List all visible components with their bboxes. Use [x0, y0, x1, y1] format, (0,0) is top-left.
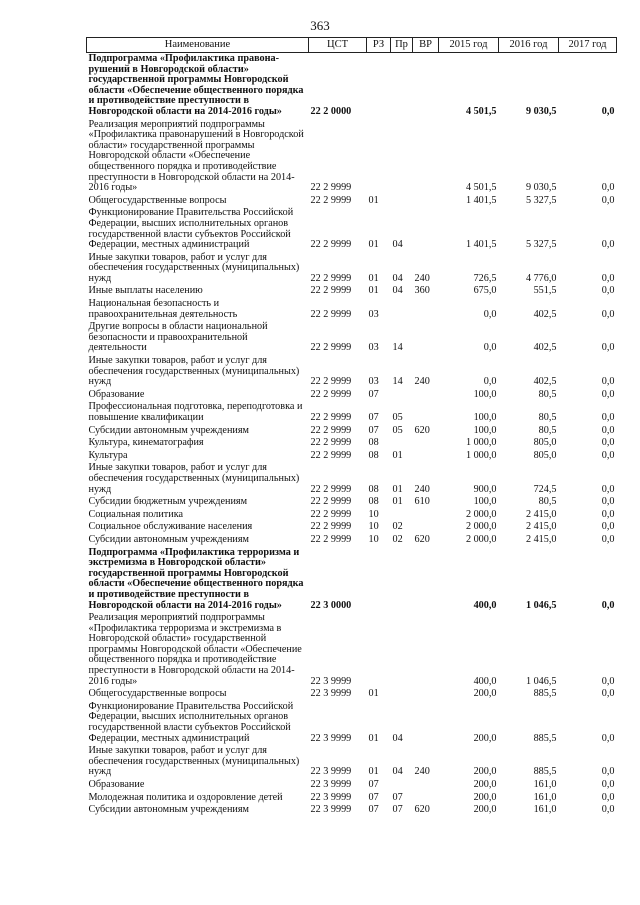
row-vr — [413, 688, 439, 701]
row-value-2017: 0,0 — [601, 521, 615, 533]
row-rz: 08 — [368, 496, 379, 508]
row-rz: 07 — [368, 388, 379, 400]
row-name: Другие вопросы в области национальной безопасности и правоохранительной деятельности — [88, 321, 268, 354]
table-row — [87, 298, 617, 321]
row-name: Подпрограмма «Профилактика правона-рушений в Новгородской области» государственной программы Новгородской области «Обеспечение общественного порядка и противодействие преступности в Новгородской области на 2014-2016 годы» — [88, 53, 304, 117]
row-pr: 02 — [392, 533, 403, 545]
row-name: Национальная безопасность и правоохранительная деятельность — [88, 298, 238, 320]
table-row — [87, 425, 617, 438]
row-name: Культура, кинематография — [88, 437, 204, 449]
row-vr: 240 — [414, 766, 430, 778]
table-row — [87, 688, 617, 701]
row-value-2015: 1 000,0 — [465, 437, 497, 449]
row-value-2016: 4 776,0 — [525, 272, 557, 284]
row-value-2015: 2 000,0 — [465, 521, 497, 533]
row-value-2017: 0,0 — [601, 239, 615, 251]
row-value-2017: 0,0 — [601, 182, 615, 194]
row-pr — [391, 688, 413, 701]
row-vr — [413, 779, 439, 792]
row-vr — [413, 298, 439, 321]
row-value-2015: 200,0 — [473, 791, 497, 803]
table-row — [87, 207, 617, 251]
table-body — [87, 53, 617, 817]
row-value-2015: 4 501,5 — [465, 182, 497, 194]
row-vr — [413, 792, 439, 805]
row-value-2017: 0,0 — [601, 483, 615, 495]
row-name: Культура — [88, 449, 128, 461]
row-pr: 01 — [392, 483, 403, 495]
row-cst: 22 2 9999 — [310, 285, 352, 297]
row-rz: 10 — [368, 521, 379, 533]
row-pr — [391, 298, 413, 321]
row-value-2017: 0,0 — [601, 285, 615, 297]
row-value-2017: 0,0 — [601, 449, 615, 461]
table-row — [87, 509, 617, 522]
table-row — [87, 285, 617, 298]
table-row — [87, 612, 617, 688]
row-name: Молодежная политика и оздоровление детей — [88, 791, 283, 803]
row-value-2017: 0,0 — [601, 732, 615, 744]
row-pr: 01 — [392, 496, 403, 508]
row-value-2016: 2 415,0 — [525, 508, 557, 520]
row-rz: 01 — [368, 194, 379, 206]
header-pr: Пр — [391, 38, 413, 53]
row-pr — [391, 779, 413, 792]
row-pr: 05 — [392, 424, 403, 436]
table-row — [87, 745, 617, 779]
row-value-2015: 0,0 — [483, 376, 497, 388]
row-value-2016: 2 415,0 — [525, 533, 557, 545]
row-name: Субсидии автономным учреждениям — [88, 804, 249, 816]
table-row — [87, 496, 617, 509]
row-rz: 01 — [368, 285, 379, 297]
row-rz: 03 — [368, 376, 379, 388]
row-value-2017: 0,0 — [601, 688, 615, 700]
row-vr — [413, 53, 439, 119]
row-name: Профессиональная подготовка, переподготовка и повышение квалификации — [88, 401, 303, 423]
row-value-2016: 805,0 — [533, 437, 557, 449]
row-vr: 240 — [414, 483, 430, 495]
row-name: Общегосударственные вопросы — [88, 194, 227, 206]
row-name: Субсидии автономным учреждениям — [88, 424, 249, 436]
row-pr — [391, 195, 413, 208]
row-value-2015: 4 501,5 — [465, 105, 497, 117]
row-name: Иные выплаты населению — [88, 285, 203, 297]
row-rz: 01 — [368, 732, 379, 744]
row-vr — [413, 612, 439, 688]
row-value-2017: 0,0 — [601, 194, 615, 206]
row-value-2015: 1 401,5 — [465, 239, 497, 251]
row-value-2016: 885,5 — [533, 732, 557, 744]
row-vr: 610 — [414, 496, 430, 508]
header-rz: РЗ — [367, 38, 391, 53]
row-pr: 07 — [392, 791, 403, 803]
header-name: Наименование — [87, 38, 309, 53]
row-pr: 14 — [392, 376, 403, 388]
table-row — [87, 547, 617, 613]
row-rz: 01 — [368, 272, 379, 284]
row-value-2015: 200,0 — [473, 766, 497, 778]
row-rz — [367, 119, 391, 195]
row-pr — [391, 437, 413, 450]
row-value-2016: 551,5 — [533, 285, 557, 297]
row-name: Функционирование Правительства Российской Федерации, высших исполнительных органов государственной власти субъектов Российской Федерации, местных администраций — [88, 207, 294, 251]
row-rz: 07 — [368, 412, 379, 423]
row-cst: 22 2 9999 — [310, 533, 352, 545]
row-name: Иные закупки товаров, работ и услуг для обеспечения государственных (муниципальных) нужд — [88, 462, 300, 495]
row-rz: 03 — [368, 308, 379, 320]
row-cst: 22 3 9999 — [310, 675, 352, 687]
row-cst: 22 2 9999 — [310, 194, 352, 206]
row-name: Иные закупки товаров, работ и услуг для обеспечения государственных (муниципальных) нужд — [88, 745, 300, 778]
row-name: Иные закупки товаров, работ и услуг для обеспечения государственных (муниципальных) нужд — [88, 251, 300, 284]
row-cst: 22 3 9999 — [310, 791, 352, 803]
row-value-2015: 0,0 — [483, 308, 497, 320]
row-value-2016: 80,5 — [538, 496, 557, 508]
page-number: 363 — [310, 18, 330, 33]
row-cst: 22 2 9999 — [310, 412, 352, 423]
row-cst: 22 3 9999 — [310, 688, 352, 700]
row-value-2016: 5 327,5 — [525, 194, 557, 206]
row-value-2015: 2 000,0 — [465, 508, 497, 520]
row-name: Образование — [88, 779, 145, 790]
row-value-2016: 161,0 — [533, 779, 557, 790]
row-value-2015: 675,0 — [473, 285, 497, 297]
row-vr — [413, 450, 439, 463]
row-pr — [391, 53, 413, 119]
row-vr — [413, 547, 439, 613]
row-vr — [413, 119, 439, 195]
row-rz: 08 — [368, 437, 379, 449]
row-value-2016: 80,5 — [538, 412, 557, 423]
row-pr — [391, 119, 413, 195]
row-value-2015: 1 401,5 — [465, 194, 497, 206]
row-vr: 620 — [414, 424, 430, 436]
row-name: Иные закупки товаров, работ и услуг для обеспечения государственных (муниципальных) нужд — [88, 355, 300, 388]
row-cst: 22 3 9999 — [310, 732, 352, 744]
table-row — [87, 450, 617, 463]
row-pr — [391, 389, 413, 402]
row-value-2016: 9 030,5 — [525, 105, 557, 117]
row-value-2015: 100,0 — [473, 388, 497, 400]
row-name: Функционирование Правительства Российской Федерации, высших исполнительных органов государственной власти субъектов Российской Федерации, местных администраций — [88, 700, 294, 744]
table-row — [87, 252, 617, 286]
row-cst: 22 2 9999 — [310, 508, 352, 520]
row-cst: 22 2 0000 — [310, 105, 352, 117]
row-cst: 22 2 9999 — [310, 388, 352, 400]
row-rz: 07 — [368, 424, 379, 436]
row-name: Социальная политика — [88, 508, 184, 520]
row-vr — [413, 401, 439, 424]
row-cst: 22 2 9999 — [310, 449, 352, 461]
row-value-2015: 200,0 — [473, 688, 497, 700]
row-value-2017: 0,0 — [601, 599, 615, 611]
row-name: Общегосударственные вопросы — [88, 688, 227, 700]
row-vr — [413, 521, 439, 534]
row-cst: 22 3 9999 — [310, 804, 352, 816]
row-value-2017: 0,0 — [601, 766, 615, 778]
row-rz: 10 — [368, 533, 379, 545]
row-value-2015: 100,0 — [473, 412, 497, 423]
row-vr: 240 — [414, 376, 430, 388]
row-value-2016: 402,5 — [533, 342, 557, 354]
row-value-2016: 9 030,5 — [525, 182, 557, 194]
table-row — [87, 321, 617, 355]
row-cst: 22 2 9999 — [310, 496, 352, 508]
row-vr: 240 — [414, 272, 430, 284]
row-value-2016: 1 046,5 — [525, 599, 557, 611]
table-row — [87, 401, 617, 424]
row-rz: 01 — [368, 239, 379, 251]
row-cst: 22 2 9999 — [310, 521, 352, 533]
row-value-2017: 0,0 — [601, 412, 615, 423]
table-row — [87, 437, 617, 450]
row-value-2017: 0,0 — [601, 496, 615, 508]
row-rz: 08 — [368, 483, 379, 495]
row-vr: 360 — [414, 285, 430, 297]
row-rz: 07 — [368, 779, 379, 790]
row-cst: 22 2 9999 — [310, 424, 352, 436]
row-value-2016: 161,0 — [533, 804, 557, 816]
row-rz — [367, 53, 391, 119]
row-pr: 04 — [392, 239, 403, 251]
row-value-2015: 200,0 — [473, 804, 497, 816]
row-value-2015: 100,0 — [473, 496, 497, 508]
row-value-2017: 0,0 — [601, 508, 615, 520]
row-cst: 22 2 9999 — [310, 272, 352, 284]
row-value-2016: 402,5 — [533, 308, 557, 320]
row-value-2017: 0,0 — [601, 272, 615, 284]
row-cst: 22 3 0000 — [310, 599, 352, 611]
row-pr: 04 — [392, 732, 403, 744]
row-name: Социальное обслуживание населения — [88, 521, 253, 533]
table-header-row — [87, 38, 617, 53]
row-vr — [413, 701, 439, 745]
row-value-2017: 0,0 — [601, 388, 615, 400]
row-value-2016: 161,0 — [533, 791, 557, 803]
row-vr — [413, 437, 439, 450]
row-pr: 05 — [392, 412, 403, 423]
row-value-2015: 200,0 — [473, 779, 497, 790]
row-rz — [367, 547, 391, 613]
row-value-2017: 0,0 — [601, 424, 615, 436]
row-pr — [391, 509, 413, 522]
row-value-2017: 0,0 — [601, 342, 615, 354]
row-cst: 22 2 9999 — [310, 437, 352, 449]
table-row — [87, 355, 617, 389]
table-row — [87, 792, 617, 805]
row-value-2015: 100,0 — [473, 424, 497, 436]
row-value-2016: 885,5 — [533, 766, 557, 778]
row-value-2016: 885,5 — [533, 688, 557, 700]
row-vr — [413, 195, 439, 208]
header-2015: 2015 год — [439, 38, 499, 53]
row-vr — [413, 321, 439, 355]
row-pr: 04 — [392, 285, 403, 297]
row-pr: 01 — [392, 449, 403, 461]
row-name: Реализация мероприятий подпрограммы «Профилактика терроризма и экстремизма в Новгородской области» государственной программы Новгородской области «Обеспечение общественного порядка и противодействие преступности в Новгородской области на 2014-2016 годы» — [88, 612, 302, 687]
row-value-2017: 0,0 — [601, 804, 615, 816]
header-2016: 2016 год — [499, 38, 559, 53]
row-rz — [367, 612, 391, 688]
row-value-2015: 400,0 — [473, 599, 497, 611]
row-value-2015: 726,5 — [473, 272, 497, 284]
row-name: Образование — [88, 388, 145, 400]
row-pr — [391, 547, 413, 613]
row-vr — [413, 207, 439, 251]
row-vr — [413, 389, 439, 402]
row-rz: 01 — [368, 688, 379, 700]
row-value-2016: 2 415,0 — [525, 521, 557, 533]
row-value-2017: 0,0 — [601, 308, 615, 320]
row-value-2016: 80,5 — [538, 388, 557, 400]
row-vr — [413, 509, 439, 522]
row-value-2016: 5 327,5 — [525, 239, 557, 251]
row-value-2016: 80,5 — [538, 424, 557, 436]
header-2017: 2017 год — [559, 38, 617, 53]
row-value-2017: 0,0 — [601, 105, 615, 117]
row-value-2017: 0,0 — [601, 675, 615, 687]
table-row — [87, 701, 617, 745]
table-row — [87, 389, 617, 402]
row-name: Подпрограмма «Профилактика терроризма и экстремизма в Новгородской области» государственной программы Новгородской области «Обеспечение общественного порядка и противодействие преступности в Новгородской области на 2014-2016 годы» — [88, 546, 304, 611]
table-row — [87, 195, 617, 208]
budget-table — [86, 37, 617, 817]
row-value-2016: 724,5 — [533, 483, 557, 495]
table-row — [87, 534, 617, 547]
row-value-2015: 2 000,0 — [465, 533, 497, 545]
row-cst: 22 2 9999 — [310, 308, 352, 320]
row-value-2015: 900,0 — [473, 483, 497, 495]
table-row — [87, 779, 617, 792]
row-cst: 22 2 9999 — [310, 483, 352, 495]
row-rz: 01 — [368, 766, 379, 778]
row-value-2016: 805,0 — [533, 449, 557, 461]
row-rz: 07 — [368, 791, 379, 803]
row-pr — [391, 612, 413, 688]
row-rz: 07 — [368, 804, 379, 816]
row-value-2017: 0,0 — [601, 533, 615, 545]
row-pr: 04 — [392, 766, 403, 778]
row-pr: 04 — [392, 272, 403, 284]
row-value-2016: 402,5 — [533, 376, 557, 388]
row-value-2016: 1 046,5 — [525, 675, 557, 687]
table-row — [87, 119, 617, 195]
row-cst: 22 2 9999 — [310, 376, 352, 388]
row-cst: 22 2 9999 — [310, 239, 352, 251]
table-row — [87, 804, 617, 817]
row-name: Субсидии автономным учреждениям — [88, 533, 249, 545]
row-cst: 22 2 9999 — [310, 182, 352, 194]
row-name: Реализация мероприятий подпрограммы «Профилактика правонарушений в Новгородской области» государственной программы Новгородской области «Обеспечение общественного порядка и противодействие преступности в Новгородской области на 2014-2016 годы» — [88, 118, 304, 194]
row-value-2017: 0,0 — [601, 791, 615, 803]
row-rz: 10 — [368, 508, 379, 520]
row-pr: 02 — [392, 521, 403, 533]
row-pr: 07 — [392, 804, 403, 816]
header-cst: ЦСТ — [309, 38, 367, 53]
row-cst: 22 3 9999 — [310, 766, 352, 778]
header-vr: ВР — [413, 38, 439, 53]
row-vr: 620 — [414, 533, 430, 545]
row-rz: 03 — [368, 342, 379, 354]
row-cst: 22 3 9999 — [310, 779, 352, 790]
row-cst: 22 2 9999 — [310, 342, 352, 354]
row-value-2017: 0,0 — [601, 437, 615, 449]
row-rz: 08 — [368, 449, 379, 461]
row-vr: 620 — [414, 804, 430, 816]
table-row — [87, 53, 617, 119]
row-name: Субсидии бюджетным учреждениям — [88, 496, 248, 508]
row-pr: 14 — [392, 342, 403, 354]
row-value-2015: 400,0 — [473, 675, 497, 687]
table-row — [87, 521, 617, 534]
row-value-2017: 0,0 — [601, 779, 615, 790]
row-value-2015: 1 000,0 — [465, 449, 497, 461]
row-value-2015: 0,0 — [483, 342, 497, 354]
row-value-2015: 200,0 — [473, 732, 497, 744]
row-value-2017: 0,0 — [601, 376, 615, 388]
table-row — [87, 462, 617, 496]
